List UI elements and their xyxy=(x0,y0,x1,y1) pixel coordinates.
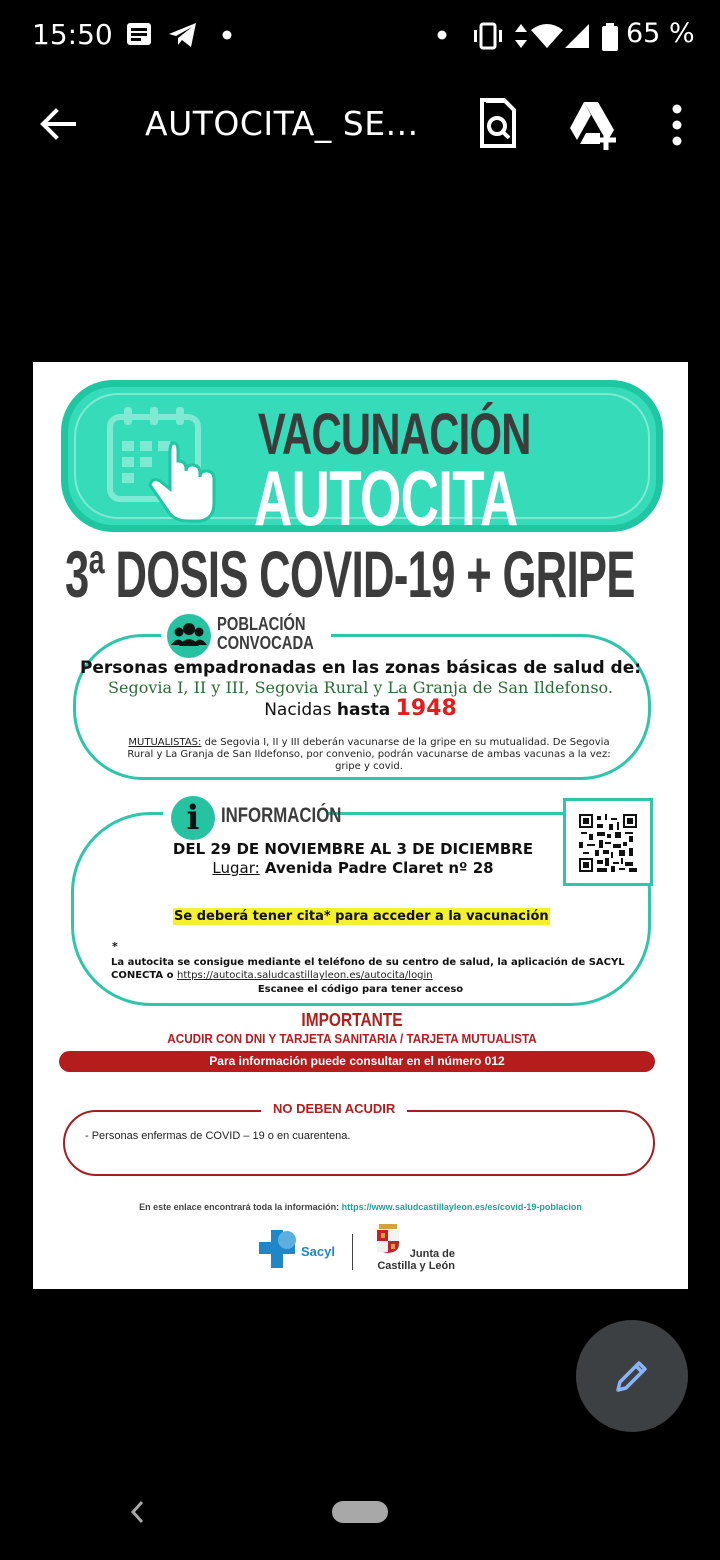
no-deben-text: - Personas enfermas de COVID – 19 o en cuarentena. xyxy=(85,1130,351,1142)
informacion-label: INFORMACIÓN xyxy=(221,804,342,827)
importante-title: IMPORTANTE xyxy=(301,1010,403,1030)
informacion-place: Lugar: Avenida Padre Claret nº 28 xyxy=(212,859,494,877)
battery-percent: 65 % xyxy=(626,18,695,49)
info-phone-bar: Para información puede consultar en el número 012 xyxy=(59,1051,655,1072)
back-arrow-icon[interactable] xyxy=(34,100,82,148)
status-bar xyxy=(0,0,720,72)
info-icon: i xyxy=(171,796,215,840)
informacion-badge xyxy=(163,794,342,840)
data-arrows-icon xyxy=(514,22,528,50)
poblacion-born-line: Nacidas hasta 1948 xyxy=(264,696,457,721)
app-bar xyxy=(0,80,720,172)
no-deben-title: NO DEBEN ACUDIR xyxy=(261,1101,407,1116)
dot-icon xyxy=(437,30,447,40)
poblacion-line1: Personas empadronadas en las zonas básicas de salud de: xyxy=(79,658,642,678)
nav-back-icon[interactable] xyxy=(128,1496,148,1528)
more-vertical-icon[interactable] xyxy=(662,100,692,150)
footnote-star: * xyxy=(112,940,118,953)
informacion-dates: DEL 29 DE NOVIEMBRE AL 3 DE DICIEMBRE xyxy=(172,840,534,858)
poblacion-label: POBLACIÓN CONVOCADA xyxy=(217,614,314,653)
poblacion-badge xyxy=(161,614,331,660)
calendar-touch-icon xyxy=(104,399,234,529)
importante-subtitle: ACUDIR CON DNI Y TARJETA SANITARIA / TARJETA MUTUALISTA xyxy=(167,1031,537,1046)
cita-highlight: Se deberá tener cita* para acceder a la vacunación xyxy=(174,909,549,924)
junta-logo-text: Junta de Castilla y León xyxy=(377,1248,455,1272)
dot-icon xyxy=(222,30,232,40)
notes-icon xyxy=(126,22,152,46)
add-to-drive-icon[interactable] xyxy=(566,98,618,150)
sacyl-logo xyxy=(259,1228,299,1270)
footer-info: En este enlace encontrará toda la información: https://www.saludcastillayleon.es/es/covid-19-poblacion xyxy=(139,1202,582,1212)
home-pill[interactable] xyxy=(332,1501,388,1523)
autocita-link[interactable]: https://autocita.saludcastillayleon.es/autocita/login xyxy=(177,970,433,981)
document-title: AUTOCITA_ SE... xyxy=(145,104,419,143)
document-page[interactable] xyxy=(33,362,688,1289)
edit-button[interactable] xyxy=(576,1320,688,1432)
telegram-icon xyxy=(168,22,198,48)
status-time: 15:50 xyxy=(32,18,113,51)
edit-pencil-icon xyxy=(612,1356,652,1396)
footer-link[interactable]: https://www.saludcastillayleon.es/es/covid-19-poblacion xyxy=(341,1202,582,1212)
banner-title-line1: VACUNACIÓN xyxy=(258,402,531,467)
banner-title-line2: AUTOCITA xyxy=(254,454,518,542)
sacyl-logo-text: Sacyl xyxy=(301,1244,335,1259)
autocita-instructions: La autocita se consigue mediante el teléfono de su centro de salud, la aplicación de SACYL CONECTA o https://autocita.saludcastillayleon.es/autocita/login xyxy=(111,957,625,981)
signal-icon xyxy=(564,22,590,50)
no-deben-box xyxy=(63,1110,655,1176)
scan-instruction: Escanee el código para tener acceso xyxy=(257,984,464,995)
mutualistas-note: MUTUALISTAS: de Segovia I, II y III deberán vacunarse de la gripe en su mutualidad. De Segovia Rural y La Granja de San Ildefonso, por convenio, podrán vacunarse de ambas vacunas a la vez: gripe y covid. xyxy=(127,737,611,772)
born-year: 1948 xyxy=(395,696,457,721)
wifi-icon xyxy=(530,22,564,50)
dose-title: 3ª DOSIS COVID-19 + GRIPE xyxy=(65,537,635,611)
banner xyxy=(61,380,663,542)
find-in-document-icon[interactable] xyxy=(472,96,522,152)
people-icon xyxy=(167,614,211,658)
battery-icon xyxy=(600,22,620,52)
poblacion-line2: Segovia I, II y III, Segovia Rural y La Granja de San Ildefonso. xyxy=(108,678,613,697)
vibrate-icon xyxy=(472,22,504,50)
